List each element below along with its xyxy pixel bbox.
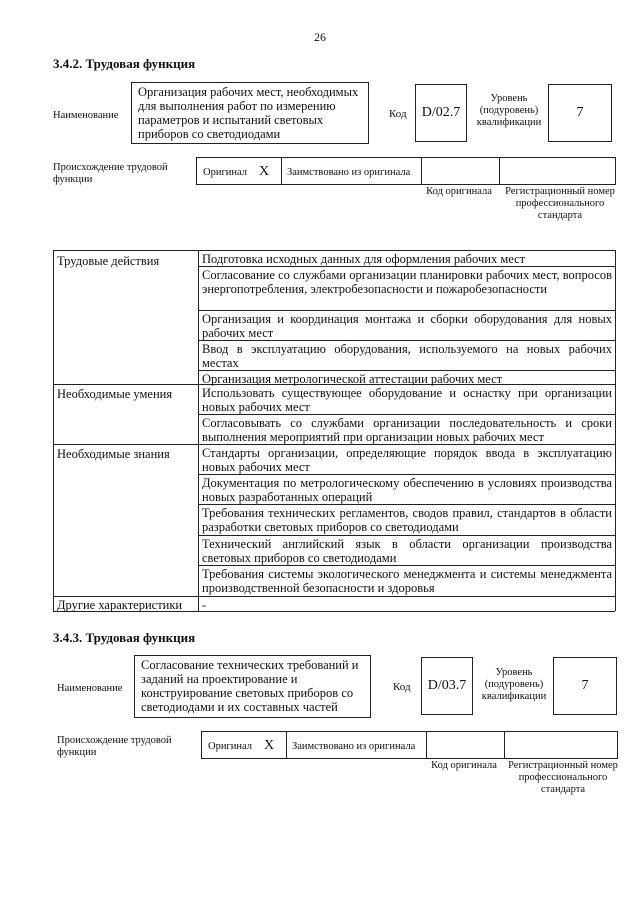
original-label-343: Оригинал — [208, 741, 252, 752]
origin-row-342 — [196, 157, 616, 185]
original-mark-342: X — [259, 164, 270, 179]
origin-row-343 — [201, 731, 618, 759]
code-value-342: D/02.7 — [415, 84, 467, 142]
page-number: 26 — [314, 30, 326, 44]
borrowed-label-342: Заимствовано из оригинала — [287, 167, 411, 178]
other-value: - — [202, 598, 207, 612]
other-label: Другие характеристики — [57, 598, 183, 612]
section-heading-342: 3.4.2. Трудовая функция — [53, 56, 196, 71]
code-value-343: D/03.7 — [421, 657, 473, 715]
skills-label: Необходимые умения — [57, 387, 173, 401]
name-label-342: Наименование — [53, 110, 119, 121]
origin-label-342: Происхождение трудовой функции — [53, 162, 168, 185]
table-row: Использовать существующее оборудование и оснастку при организации новых рабочих мест — [199, 385, 615, 415]
origin-label-343: Происхождение трудовой функции — [57, 735, 172, 758]
reg-number-caption-343: Регистрационный номер профессионального стандарта — [508, 760, 618, 795]
table-row: Организация и координация монтажа и сборки оборудования для новых рабочих мест — [199, 311, 615, 341]
table-row: Согласовывать со службами организации последовательность и сроки выполнения мероприятий при организации новых рабочих мест — [202, 416, 612, 445]
level-label-342: Уровень (подуровень) квалификации — [476, 93, 542, 128]
labor-actions-label: Трудовые действия — [57, 254, 160, 268]
knowledge-label: Необходимые знания — [57, 447, 170, 461]
function-name-box-343: Согласование технических требований и заданий на проектирование и конструирование световых приборов со светодиодами и их составных частей — [134, 655, 371, 718]
table-row: Технический английский язык в области организации производства световых приборов со светодиодами — [199, 536, 615, 566]
section-heading-343: 3.4.3. Трудовая функция — [53, 630, 196, 645]
function-name-box-342: Организация рабочих мест, необходимых для выполнения работ по измерению параметров и испытаний световых приборов со светодиодами — [131, 82, 369, 144]
table-row: Ввод в эксплуатацию оборудования, используемого на новых рабочих местах — [199, 341, 615, 371]
table-row: Согласование со службами организации планировки рабочих мест, вопросов энергопотребления, электробезопасности и пожаробезопасности — [199, 267, 615, 311]
reg-number-caption-342: Регистрационный номер профессионального стандарта — [505, 186, 615, 221]
code-label-342: Код — [389, 108, 407, 120]
origin-code-caption-343: Код оригинала — [431, 760, 497, 771]
table-row: Требования системы экологического менеджмента и системы менеджмента производственной безопасности и здоровья — [202, 567, 612, 596]
original-label-342: Оригинал — [203, 167, 247, 178]
level-label-343: Уровень (подуровень) квалификации — [481, 667, 547, 702]
level-value-342: 7 — [548, 84, 612, 142]
code-label-343: Код — [393, 681, 411, 693]
table-row: Подготовка исходных данных для оформления рабочих мест — [199, 251, 615, 267]
table-row: Документация по метрологическому обеспечению в условиях производства новых разработанных операций — [199, 475, 615, 505]
origin-code-caption-342: Код оригинала — [426, 186, 492, 197]
table-row: Организация метрологической аттестации рабочих мест — [202, 372, 503, 386]
borrowed-label-343: Заимствовано из оригинала — [292, 741, 416, 752]
original-mark-343: X — [264, 738, 275, 753]
table-row: Требования технических регламентов, сводов правил, стандартов в области разработки световых приборов со светодиодами — [199, 505, 615, 536]
name-label-343: Наименование — [57, 683, 123, 694]
level-value-343: 7 — [553, 657, 617, 715]
table-row: Стандарты организации, определяющие порядок ввода в эксплуатацию новых рабочих мест — [199, 445, 615, 475]
